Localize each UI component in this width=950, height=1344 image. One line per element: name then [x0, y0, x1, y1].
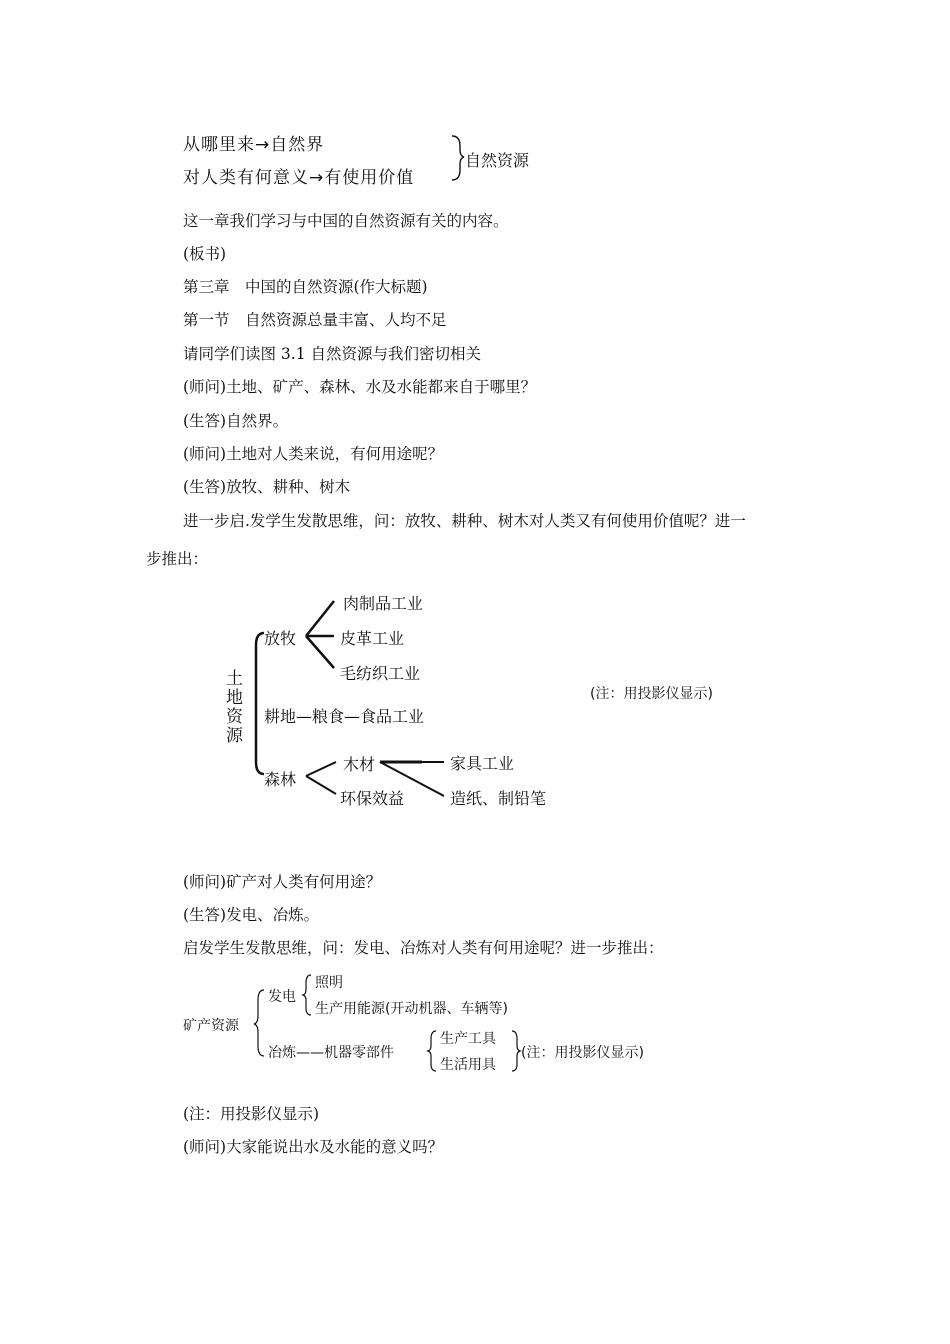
mineral-yelian-child-1: 生产工具: [440, 1031, 496, 1047]
paragraph-read-figure: 请同学们读图 3.1 自然资源与我们密切相关: [183, 345, 482, 363]
land-diagram-note: (注：用投影仪显示): [590, 686, 713, 702]
land-mucai: 木材: [343, 755, 376, 774]
paragraph-answer-3: (生答)发电、冶炼。: [183, 906, 320, 924]
land-fangmu: 放牧: [264, 629, 297, 648]
land-gengdi: 耕地—粮食—食品工业: [264, 707, 425, 726]
paragraph-prompt-2: 启发学生发散思维，问：发电、冶炼对人类有何用途呢？进一步推出：: [183, 939, 664, 957]
mineral-yelian: 冶炼——机器零部件: [268, 1045, 394, 1061]
paragraph-blackboard: (板书): [183, 245, 227, 263]
paragraph-question-2: (师问)土地对人类来说，有何用途呢？: [183, 445, 444, 463]
mineral-diagram-note: (注：用投影仪显示): [521, 1045, 644, 1061]
paragraph-prompt: 进一步启.发学生发散思维，问：放牧、耕种、树木对人类又有何使用价值呢？进一: [183, 512, 746, 530]
section-title: 第一节 自然资源总量丰富、人均不足: [183, 311, 447, 329]
mineral-yelian-child-2: 生活用具: [440, 1057, 496, 1073]
land-mucai-child-2: 造纸、制铅笔: [450, 789, 547, 808]
paragraph-question-1: (师问)土地、矿产、森林、水及水能都来自于哪里？: [183, 378, 537, 396]
paragraph-answer-1: (生答)自然界。: [183, 412, 289, 430]
paragraph-question-4: (师问)大家能说出水及水能的意义吗？: [183, 1138, 444, 1156]
land-huanbao: 环保效益: [340, 789, 405, 808]
paragraph-intro: 这一章我们学习与中国的自然资源有关的内容。: [183, 212, 509, 230]
chapter-title: 第三章 中国的自然资源(作大标题): [183, 278, 428, 296]
diagram-result: 自然资源: [465, 151, 530, 170]
mineral-fadian-child-1: 照明: [315, 975, 343, 991]
paragraph-answer-2: (生答)放牧、耕种、树木: [183, 478, 351, 496]
diagram-line-origin: 从哪里来→自然界: [183, 135, 325, 155]
land-fangmu-child-2: 皮革工业: [340, 629, 405, 648]
land-senlin: 森林: [264, 770, 297, 789]
mineral-fadian: 发电: [268, 989, 296, 1005]
mineral-root-label: 矿产资源: [183, 1018, 239, 1034]
land-root-label: 土地资源: [226, 669, 243, 746]
paragraph-note: (注：用投影仪显示): [183, 1105, 320, 1123]
diagram-line-meaning: 对人类有何意义→有使用价值: [183, 168, 415, 188]
land-fangmu-child-1: 肉制品工业: [343, 594, 424, 613]
paragraph-prompt-continued: 步推出：: [146, 550, 209, 568]
land-mucai-child-1: 家具工业: [450, 754, 515, 773]
mineral-fadian-child-2: 生产用能源(开动机器、车辆等): [315, 1001, 508, 1017]
land-fangmu-child-3: 毛纺织工业: [340, 664, 421, 683]
paragraph-question-3: (师问)矿产对人类有何用途？: [183, 873, 382, 891]
